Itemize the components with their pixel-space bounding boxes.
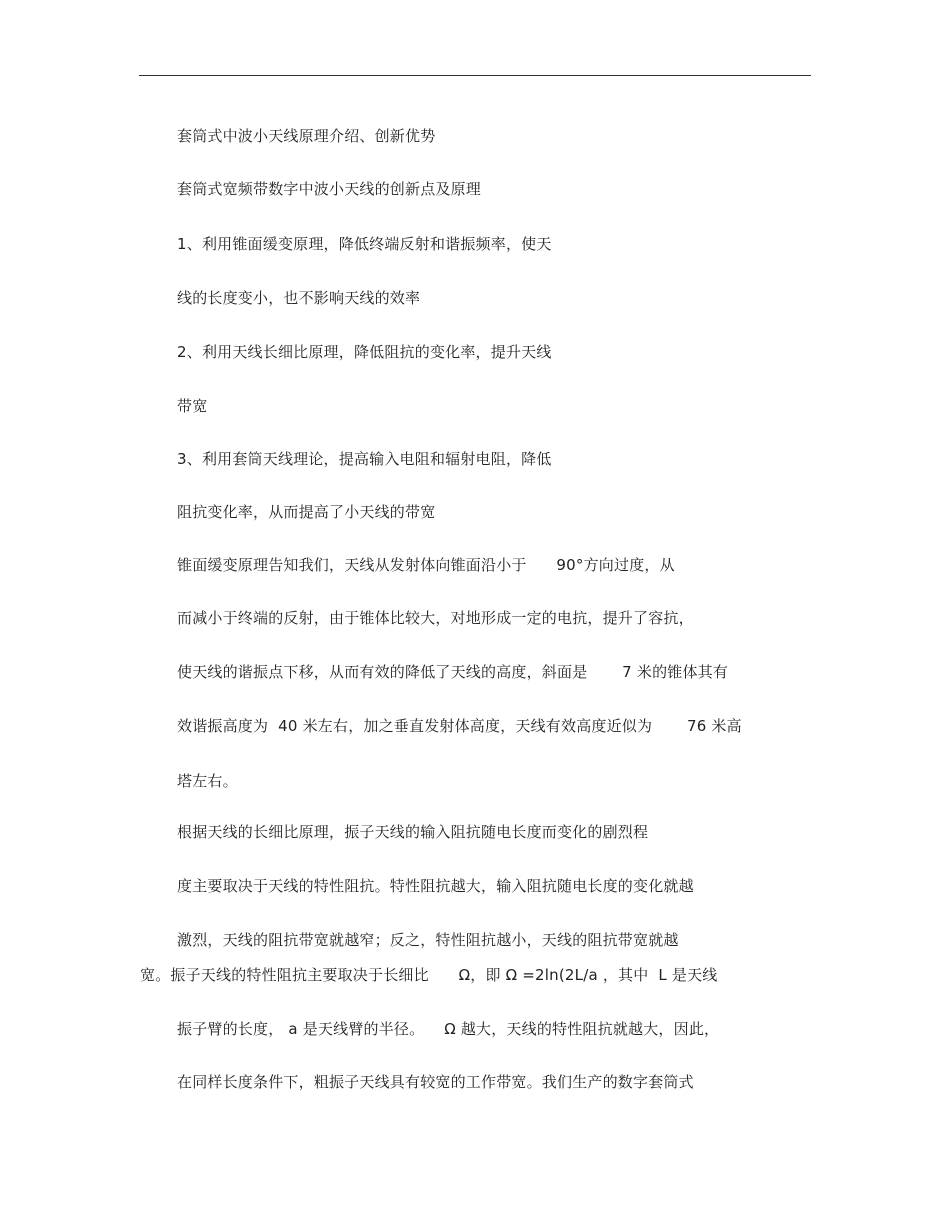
text-line: 在同样长度条件下，粗振子天线具有较宽的工作带宽。我们生产的数字套筒式 bbox=[177, 1073, 694, 1091]
text-line: 锥面缓变原理告知我们，天线从发射体向锥面沿小于 90°方向过度，从 bbox=[177, 556, 675, 574]
section-heading: 套筒式宽频带数字中波小天线的创新点及原理 bbox=[177, 180, 482, 198]
text-line: 2、利用天线长细比原理，降低阻抗的变化率，提升天线 bbox=[177, 343, 552, 361]
text-line: 3、利用套筒天线理论，提高输入电阻和辐射电阻，降低 bbox=[177, 450, 552, 468]
text-line: 带宽 bbox=[177, 397, 208, 415]
text-line: 振子臂的长度， a 是天线臂的半径。 Ω 越大，天线的特性阻抗就越大，因此， bbox=[177, 1020, 720, 1038]
text-line: 使天线的谐振点下移，从而有效的降低了天线的高度，斜面是 7 米的锥体其有 bbox=[177, 663, 729, 681]
text-line: 塔左右。 bbox=[177, 772, 238, 790]
text-line: 宽。振子天线的特性阻抗主要取决于长细比 Ω，即 Ω =2ln(2L/a ，其中 L 是天线 bbox=[140, 966, 718, 984]
header-rule bbox=[139, 75, 811, 76]
text-line: 而减小于终端的反射，由于锥体比较大，对地形成一定的电抗，提升了容抗， bbox=[177, 609, 694, 627]
text-line: 线的长度变小，也不影响天线的效率 bbox=[177, 289, 421, 307]
text-line: 1、利用锥面缓变原理，降低终端反射和谐振频率，使天 bbox=[177, 235, 552, 253]
text-line: 激烈，天线的阻抗带宽就越窄；反之，特性阻抗越小，天线的阻抗带宽就越 bbox=[177, 931, 679, 949]
text-line: 效谐振高度为 40 米左右，加之垂直发射体高度，天线有效高度近似为 76 米高 bbox=[177, 717, 742, 735]
doc-title: 套筒式中波小天线原理介绍、创新优势 bbox=[177, 127, 436, 145]
text-line: 根据天线的长细比原理，振子天线的输入阻抗随电长度而变化的剧烈程 bbox=[177, 823, 649, 841]
text-line: 阻抗变化率，从而提高了小天线的带宽 bbox=[177, 503, 436, 521]
text-line: 度主要取决于天线的特性阻抗。特性阻抗越大，输入阻抗随电长度的变化就越 bbox=[177, 877, 694, 895]
